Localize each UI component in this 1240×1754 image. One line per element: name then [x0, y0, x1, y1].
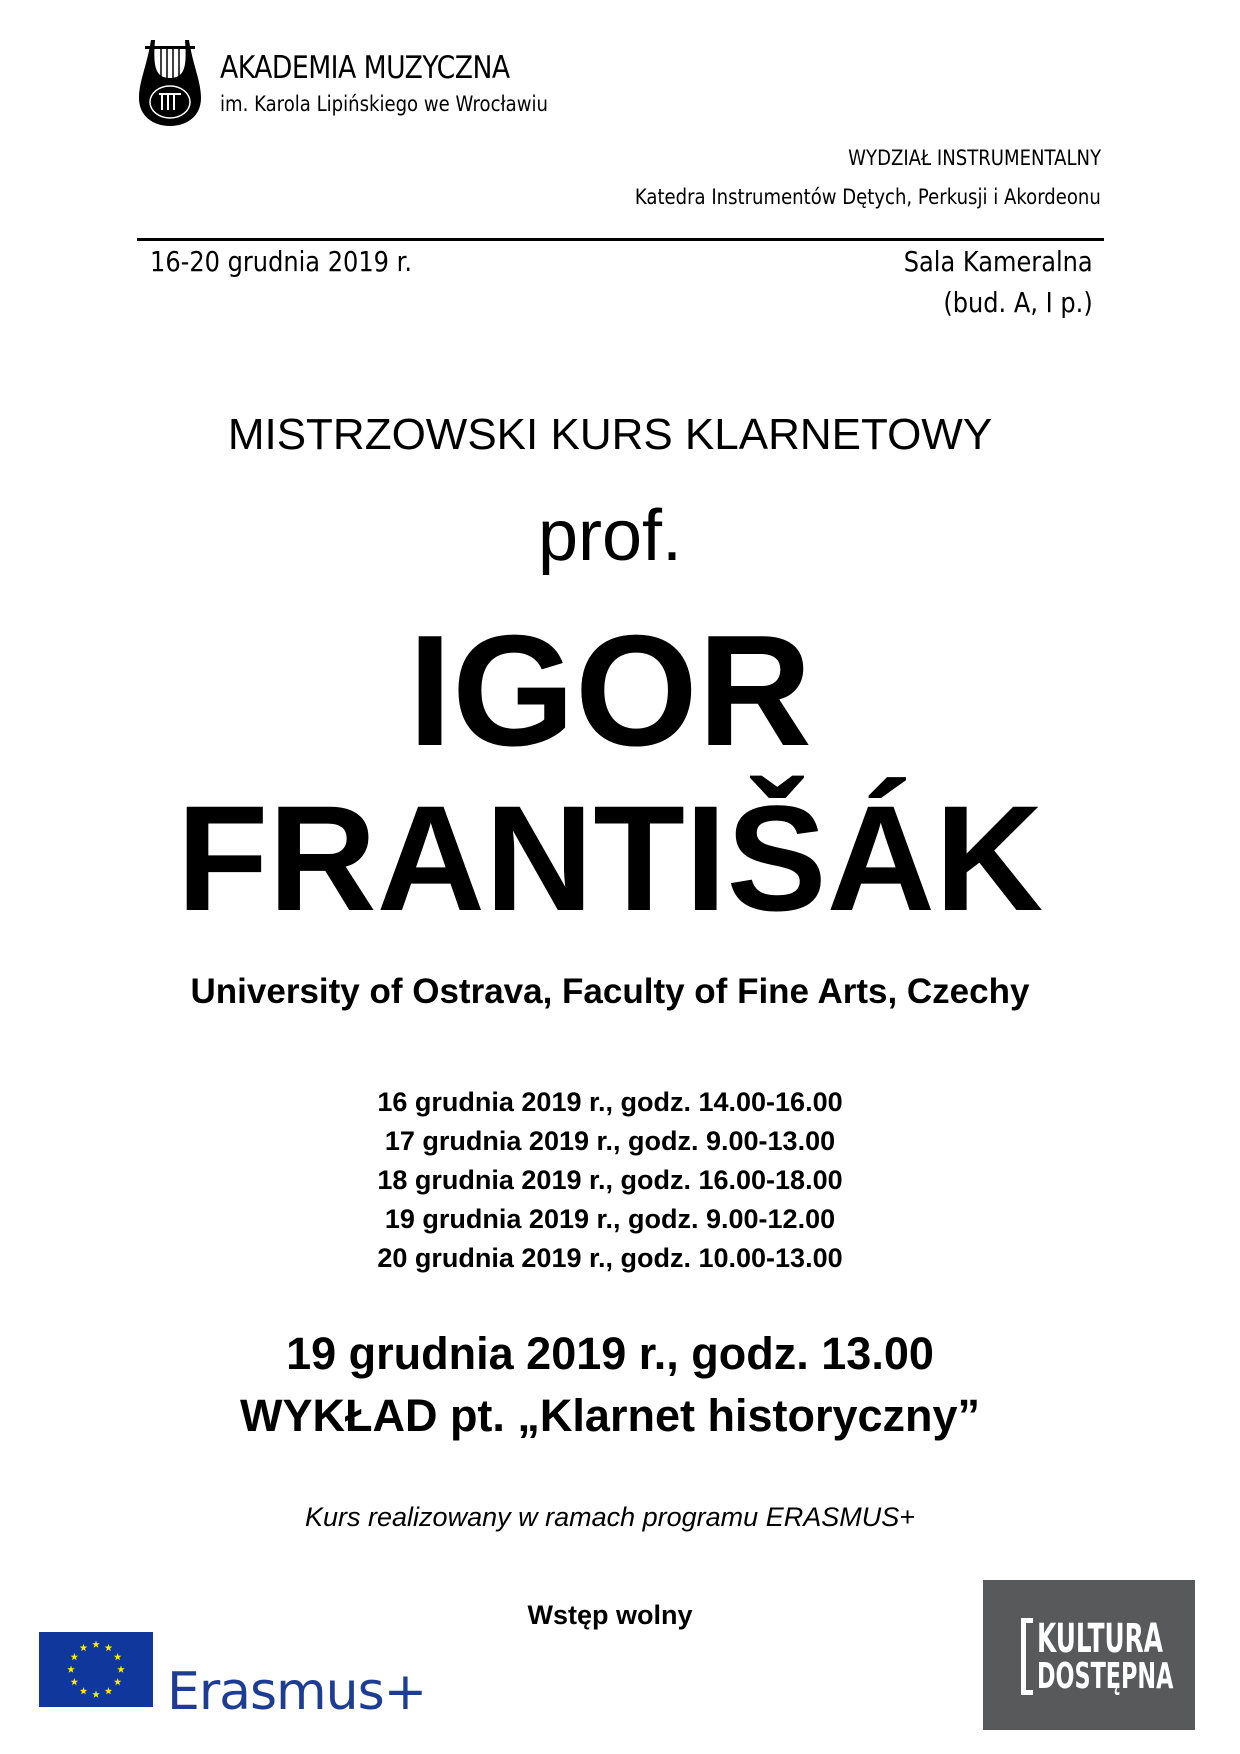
eu-star-icon: [92, 1691, 100, 1698]
schedule-item: 17 grudnia 2019 r., godz. 9.00-13.00: [384, 1126, 836, 1156]
eu-star-icon: [114, 1678, 122, 1685]
institution-subtitle: im. Karola Lipińskiego we Wrocławiu: [220, 92, 548, 116]
erasmus-note: Kurs realizowany w ramach programu ERASMUS+: [305, 1502, 915, 1532]
schedule-list: [0, 1083, 1220, 1278]
course-title: MISTRZOWSKI KURS KLARNETOWY: [227, 410, 993, 459]
erasmus-logo-text: Erasmus+: [167, 1662, 427, 1722]
last-name: FRANTIŠÁK: [176, 774, 1044, 942]
title-prefix: prof.: [537, 496, 683, 576]
date-range: 16-20 grudnia 2019 r.: [150, 245, 413, 278]
entry-note: Wstęp wolny: [527, 1600, 693, 1630]
first-name: IGOR: [408, 603, 812, 779]
lyre-logo-icon: [137, 36, 203, 128]
faculty-name: WYDZIAŁ INSTRUMENTALNY: [848, 146, 1101, 170]
venue-detail: (bud. A, I p.): [943, 286, 1093, 319]
kultura-dostepna-logo: [983, 1580, 1195, 1730]
eu-star-icon: [71, 1653, 79, 1660]
eu-star-icon: [80, 1687, 88, 1694]
eu-star-icon: [67, 1666, 75, 1673]
lecture-date: 19 grudnia 2019 r., godz. 13.00: [286, 1328, 934, 1379]
eu-star-icon: [80, 1644, 88, 1651]
kultura-line1: KULTURA: [1037, 1616, 1163, 1662]
schedule-item: 19 grudnia 2019 r., godz. 9.00-12.00: [384, 1204, 836, 1234]
institution-name: AKADEMIA MUZYCZNA: [220, 50, 510, 86]
eu-star-icon: [71, 1678, 79, 1685]
divider: [137, 238, 1104, 241]
schedule-item: 16 grudnia 2019 r., godz. 14.00-16.00: [377, 1087, 843, 1117]
eu-flag-icon: [39, 1632, 153, 1707]
eu-star-icon: [114, 1653, 122, 1660]
department-name: Katedra Instrumentów Dętych, Perkusji i Akordeonu: [635, 185, 1101, 209]
eu-star-icon: [92, 1641, 100, 1648]
schedule-item: 20 grudnia 2019 r., godz. 10.00-13.00: [377, 1243, 843, 1273]
bracket-icon: [1021, 1618, 1033, 1695]
lecture-title: WYKŁAD pt. „Klarnet historyczny”: [239, 1390, 981, 1441]
kultura-line2: DOSTĘPNA: [1037, 1656, 1174, 1697]
affiliation: University of Ostrava, Faculty of Fine Arts, Czechy: [190, 972, 1030, 1011]
eu-star-icon: [105, 1687, 113, 1694]
eu-star-icon: [105, 1644, 113, 1651]
venue: Sala Kameralna: [904, 245, 1093, 278]
eu-star-icon: [117, 1666, 125, 1673]
schedule-item: 18 grudnia 2019 r., godz. 16.00-18.00: [377, 1165, 843, 1195]
